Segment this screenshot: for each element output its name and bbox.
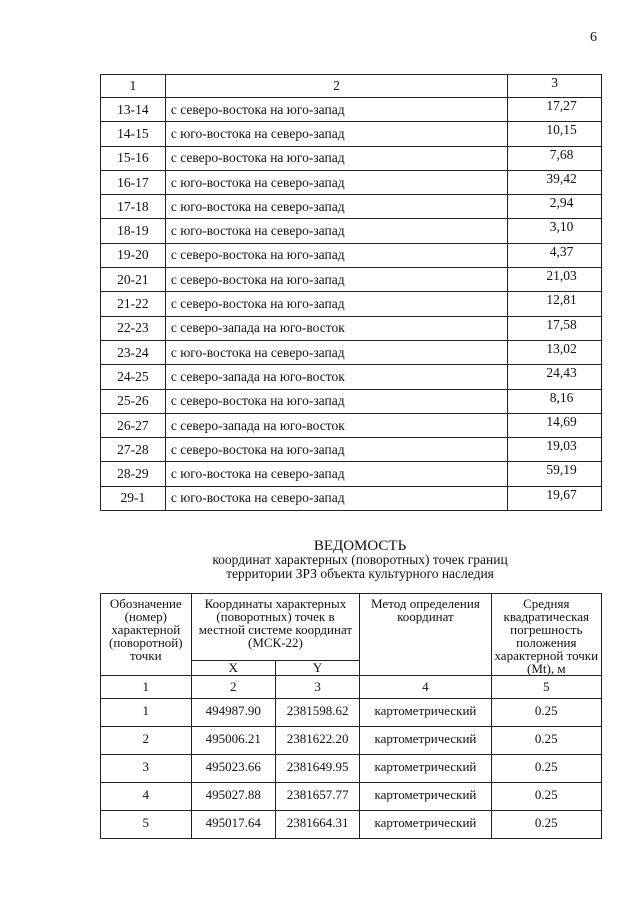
- length-cell: 59,19: [508, 462, 602, 486]
- segment-cell: 24-25: [101, 365, 166, 389]
- header-y: Y: [275, 660, 359, 675]
- accuracy-cell: 0.25: [491, 755, 601, 783]
- direction-cell: с юго-востока на северо-запад: [165, 340, 507, 364]
- header-accuracy: Средняя квадратическая погрешность положения характерной точки (Mt), м: [491, 594, 601, 676]
- column-number: 1: [101, 676, 192, 699]
- direction-cell: с юго-востока на северо-запад: [165, 486, 507, 510]
- length-cell: 8,16: [508, 389, 602, 413]
- y-cell: 2381598.62: [275, 699, 359, 727]
- direction-cell: с северо-востока на юго-запад: [165, 243, 507, 267]
- header-method: Метод определения координат: [360, 594, 491, 676]
- length-cell: 19,03: [508, 438, 602, 462]
- table-row: [101, 146, 602, 170]
- x-cell: 495017.64: [191, 811, 275, 839]
- x-cell: 494987.90: [191, 699, 275, 727]
- x-cell: 495027.88: [191, 783, 275, 811]
- table-row: [101, 811, 602, 839]
- direction-cell: с северо-востока на юго-запад: [165, 292, 507, 316]
- x-cell: 495023.66: [191, 755, 275, 783]
- table-row: [101, 98, 602, 122]
- direction-cell: с северо-запада на юго-восток: [165, 413, 507, 437]
- table-row: [101, 413, 602, 437]
- direction-cell: с северо-востока на юго-запад: [165, 389, 507, 413]
- segment-cell: 15-16: [101, 146, 166, 170]
- table-row: [101, 365, 602, 389]
- segment-cell: 25-26: [101, 389, 166, 413]
- header-cell: 1: [101, 75, 166, 98]
- table-row: [101, 699, 602, 727]
- point-cell: 1: [101, 699, 192, 727]
- segment-cell: 18-19: [101, 219, 166, 243]
- point-cell: 2: [101, 727, 192, 755]
- title-line-2: координат характерных (поворотных) точек границ: [212, 552, 508, 567]
- x-cell: 495006.21: [191, 727, 275, 755]
- method-cell: картометрический: [360, 811, 491, 839]
- accuracy-cell: 0.25: [491, 727, 601, 755]
- header-cell: 2: [165, 75, 507, 98]
- point-cell: 5: [101, 811, 192, 839]
- length-cell: 24,43: [508, 365, 602, 389]
- y-cell: 2381649.95: [275, 755, 359, 783]
- table-row: [101, 340, 602, 364]
- accuracy-cell: 0.25: [491, 783, 601, 811]
- point-cell: 4: [101, 783, 192, 811]
- table-header-row: [101, 594, 602, 661]
- segment-cell: 16-17: [101, 170, 166, 194]
- direction-cell: с северо-востока на юго-запад: [165, 268, 507, 292]
- direction-cell: с северо-востока на юго-запад: [165, 98, 507, 122]
- accuracy-cell: 0.25: [491, 811, 601, 839]
- header-x: X: [191, 660, 275, 675]
- method-cell: картометрический: [360, 699, 491, 727]
- page-number: 6: [590, 30, 597, 45]
- segment-cell: 20-21: [101, 268, 166, 292]
- column-numbers-row: [101, 676, 602, 699]
- title-main: ВЕДОМОСТЬ: [313, 538, 407, 554]
- length-cell: 10,15: [508, 122, 602, 146]
- table-row: [101, 755, 602, 783]
- table-row: [101, 243, 602, 267]
- segment-cell: 19-20: [101, 243, 166, 267]
- table-row: [101, 170, 602, 194]
- direction-cell: с юго-востока на северо-запад: [165, 170, 507, 194]
- table-row: [101, 292, 602, 316]
- segment-cell: 28-29: [101, 462, 166, 486]
- method-cell: картометрический: [360, 727, 491, 755]
- column-number: 5: [491, 676, 601, 699]
- y-cell: 2381664.31: [275, 811, 359, 839]
- segments-table: [100, 74, 602, 511]
- table-header-row: [101, 75, 602, 98]
- segment-cell: 26-27: [101, 413, 166, 437]
- segment-cell: 22-23: [101, 316, 166, 340]
- length-cell: 4,37: [508, 243, 602, 267]
- direction-cell: с северо-запада на юго-восток: [165, 365, 507, 389]
- segment-cell: 14-15: [101, 122, 166, 146]
- direction-cell: с северо-востока на юго-запад: [165, 438, 507, 462]
- table-row: [101, 195, 602, 219]
- table-row: [101, 316, 602, 340]
- point-cell: 3: [101, 755, 192, 783]
- table-row: [101, 122, 602, 146]
- length-cell: 12,81: [508, 292, 602, 316]
- header-designation: Обозначение (номер) характерной (поворотной) точки: [101, 594, 192, 676]
- length-cell: 19,67: [508, 486, 602, 510]
- table-row: [101, 389, 602, 413]
- length-cell: 21,03: [508, 268, 602, 292]
- column-number: 4: [360, 676, 491, 699]
- direction-cell: с юго-востока на северо-запад: [165, 122, 507, 146]
- length-cell: 17,27: [508, 98, 602, 122]
- method-cell: картометрический: [360, 783, 491, 811]
- header-cell: 3: [508, 75, 602, 98]
- direction-cell: с юго-востока на северо-запад: [165, 195, 507, 219]
- table-row: [101, 462, 602, 486]
- length-cell: 2,94: [508, 195, 602, 219]
- segment-cell: 23-24: [101, 340, 166, 364]
- table-row: [101, 727, 602, 755]
- direction-cell: с юго-востока на северо-запад: [165, 219, 507, 243]
- column-number: 2: [191, 676, 275, 699]
- table-row: [101, 438, 602, 462]
- accuracy-cell: 0.25: [491, 699, 601, 727]
- direction-cell: с северо-востока на юго-запад: [165, 146, 507, 170]
- length-cell: 13,02: [508, 340, 602, 364]
- length-cell: 7,68: [508, 146, 602, 170]
- direction-cell: с северо-запада на юго-восток: [165, 316, 507, 340]
- segment-cell: 13-14: [101, 98, 166, 122]
- y-cell: 2381622.20: [275, 727, 359, 755]
- title-line-3: территории ЗРЗ объекта культурного наследия: [226, 566, 494, 581]
- table-row: [101, 486, 602, 510]
- length-cell: 3,10: [508, 219, 602, 243]
- y-cell: 2381657.77: [275, 783, 359, 811]
- length-cell: 14,69: [508, 413, 602, 437]
- length-cell: 17,58: [508, 316, 602, 340]
- segment-cell: 27-28: [101, 438, 166, 462]
- table-row: [101, 219, 602, 243]
- length-cell: 39,42: [508, 170, 602, 194]
- statement-title: [120, 539, 600, 581]
- header-coordinates: Координаты характерных (поворотных) точек в местной системе координат (МСК-22): [191, 594, 360, 661]
- segment-cell: 21-22: [101, 292, 166, 316]
- method-cell: картометрический: [360, 755, 491, 783]
- segment-cell: 29-1: [101, 486, 166, 510]
- table-row: [101, 268, 602, 292]
- coordinates-table: [100, 593, 602, 839]
- direction-cell: с юго-востока на северо-запад: [165, 462, 507, 486]
- segment-cell: 17-18: [101, 195, 166, 219]
- table-row: [101, 783, 602, 811]
- column-number: 3: [275, 676, 359, 699]
